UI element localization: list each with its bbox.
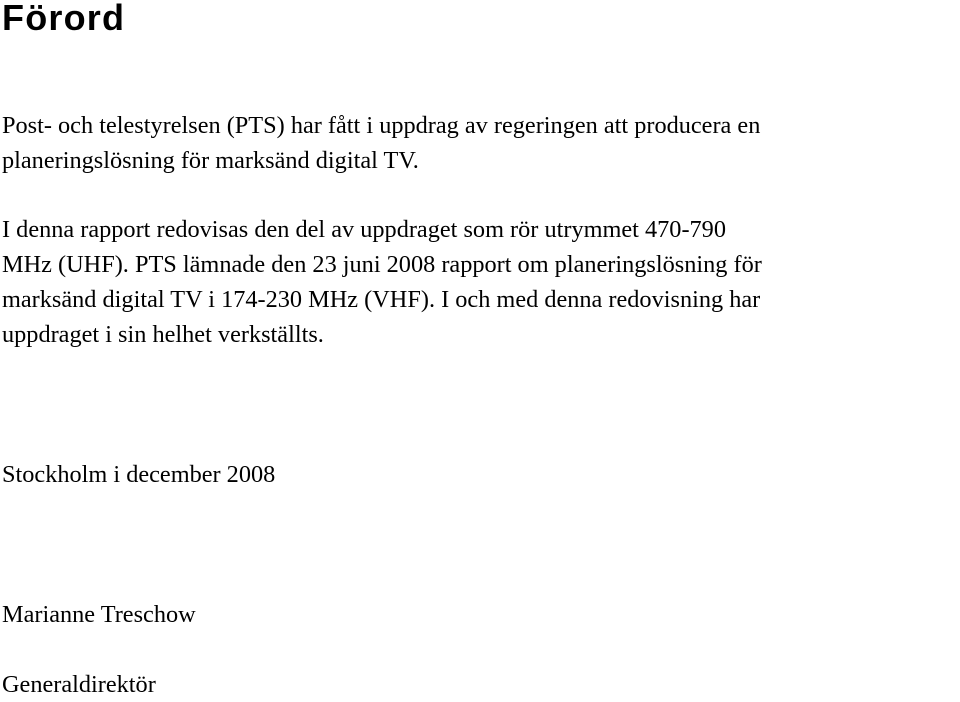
- intro-paragraph: [2, 108, 957, 178]
- report-paragraph: [2, 212, 957, 352]
- report-line-4: uppdraget i sin helhet verkställts.: [2, 321, 324, 348]
- report-line-1: I denna rapport redovisas den del av uppdraget som rör utrymmet 470-790: [2, 216, 726, 243]
- intro-line-2: planeringslösning för marksänd digital TV.: [2, 147, 419, 174]
- signatory-title: Generaldirektör: [2, 671, 156, 698]
- page-title: Förord: [2, 0, 126, 38]
- intro-line-1: Post- och telestyrelsen (PTS) har fått i uppdrag av regeringen att producera en: [2, 112, 761, 139]
- report-line-3: marksänd digital TV i 174-230 MHz (VHF). I och med denna redovisning har: [2, 286, 761, 313]
- signatory-name: Marianne Treschow: [2, 601, 196, 628]
- place-date: Stockholm i december 2008: [2, 461, 276, 488]
- report-line-2: MHz (UHF). PTS lämnade den 23 juni 2008 rapport om planeringslösning för: [2, 251, 762, 278]
